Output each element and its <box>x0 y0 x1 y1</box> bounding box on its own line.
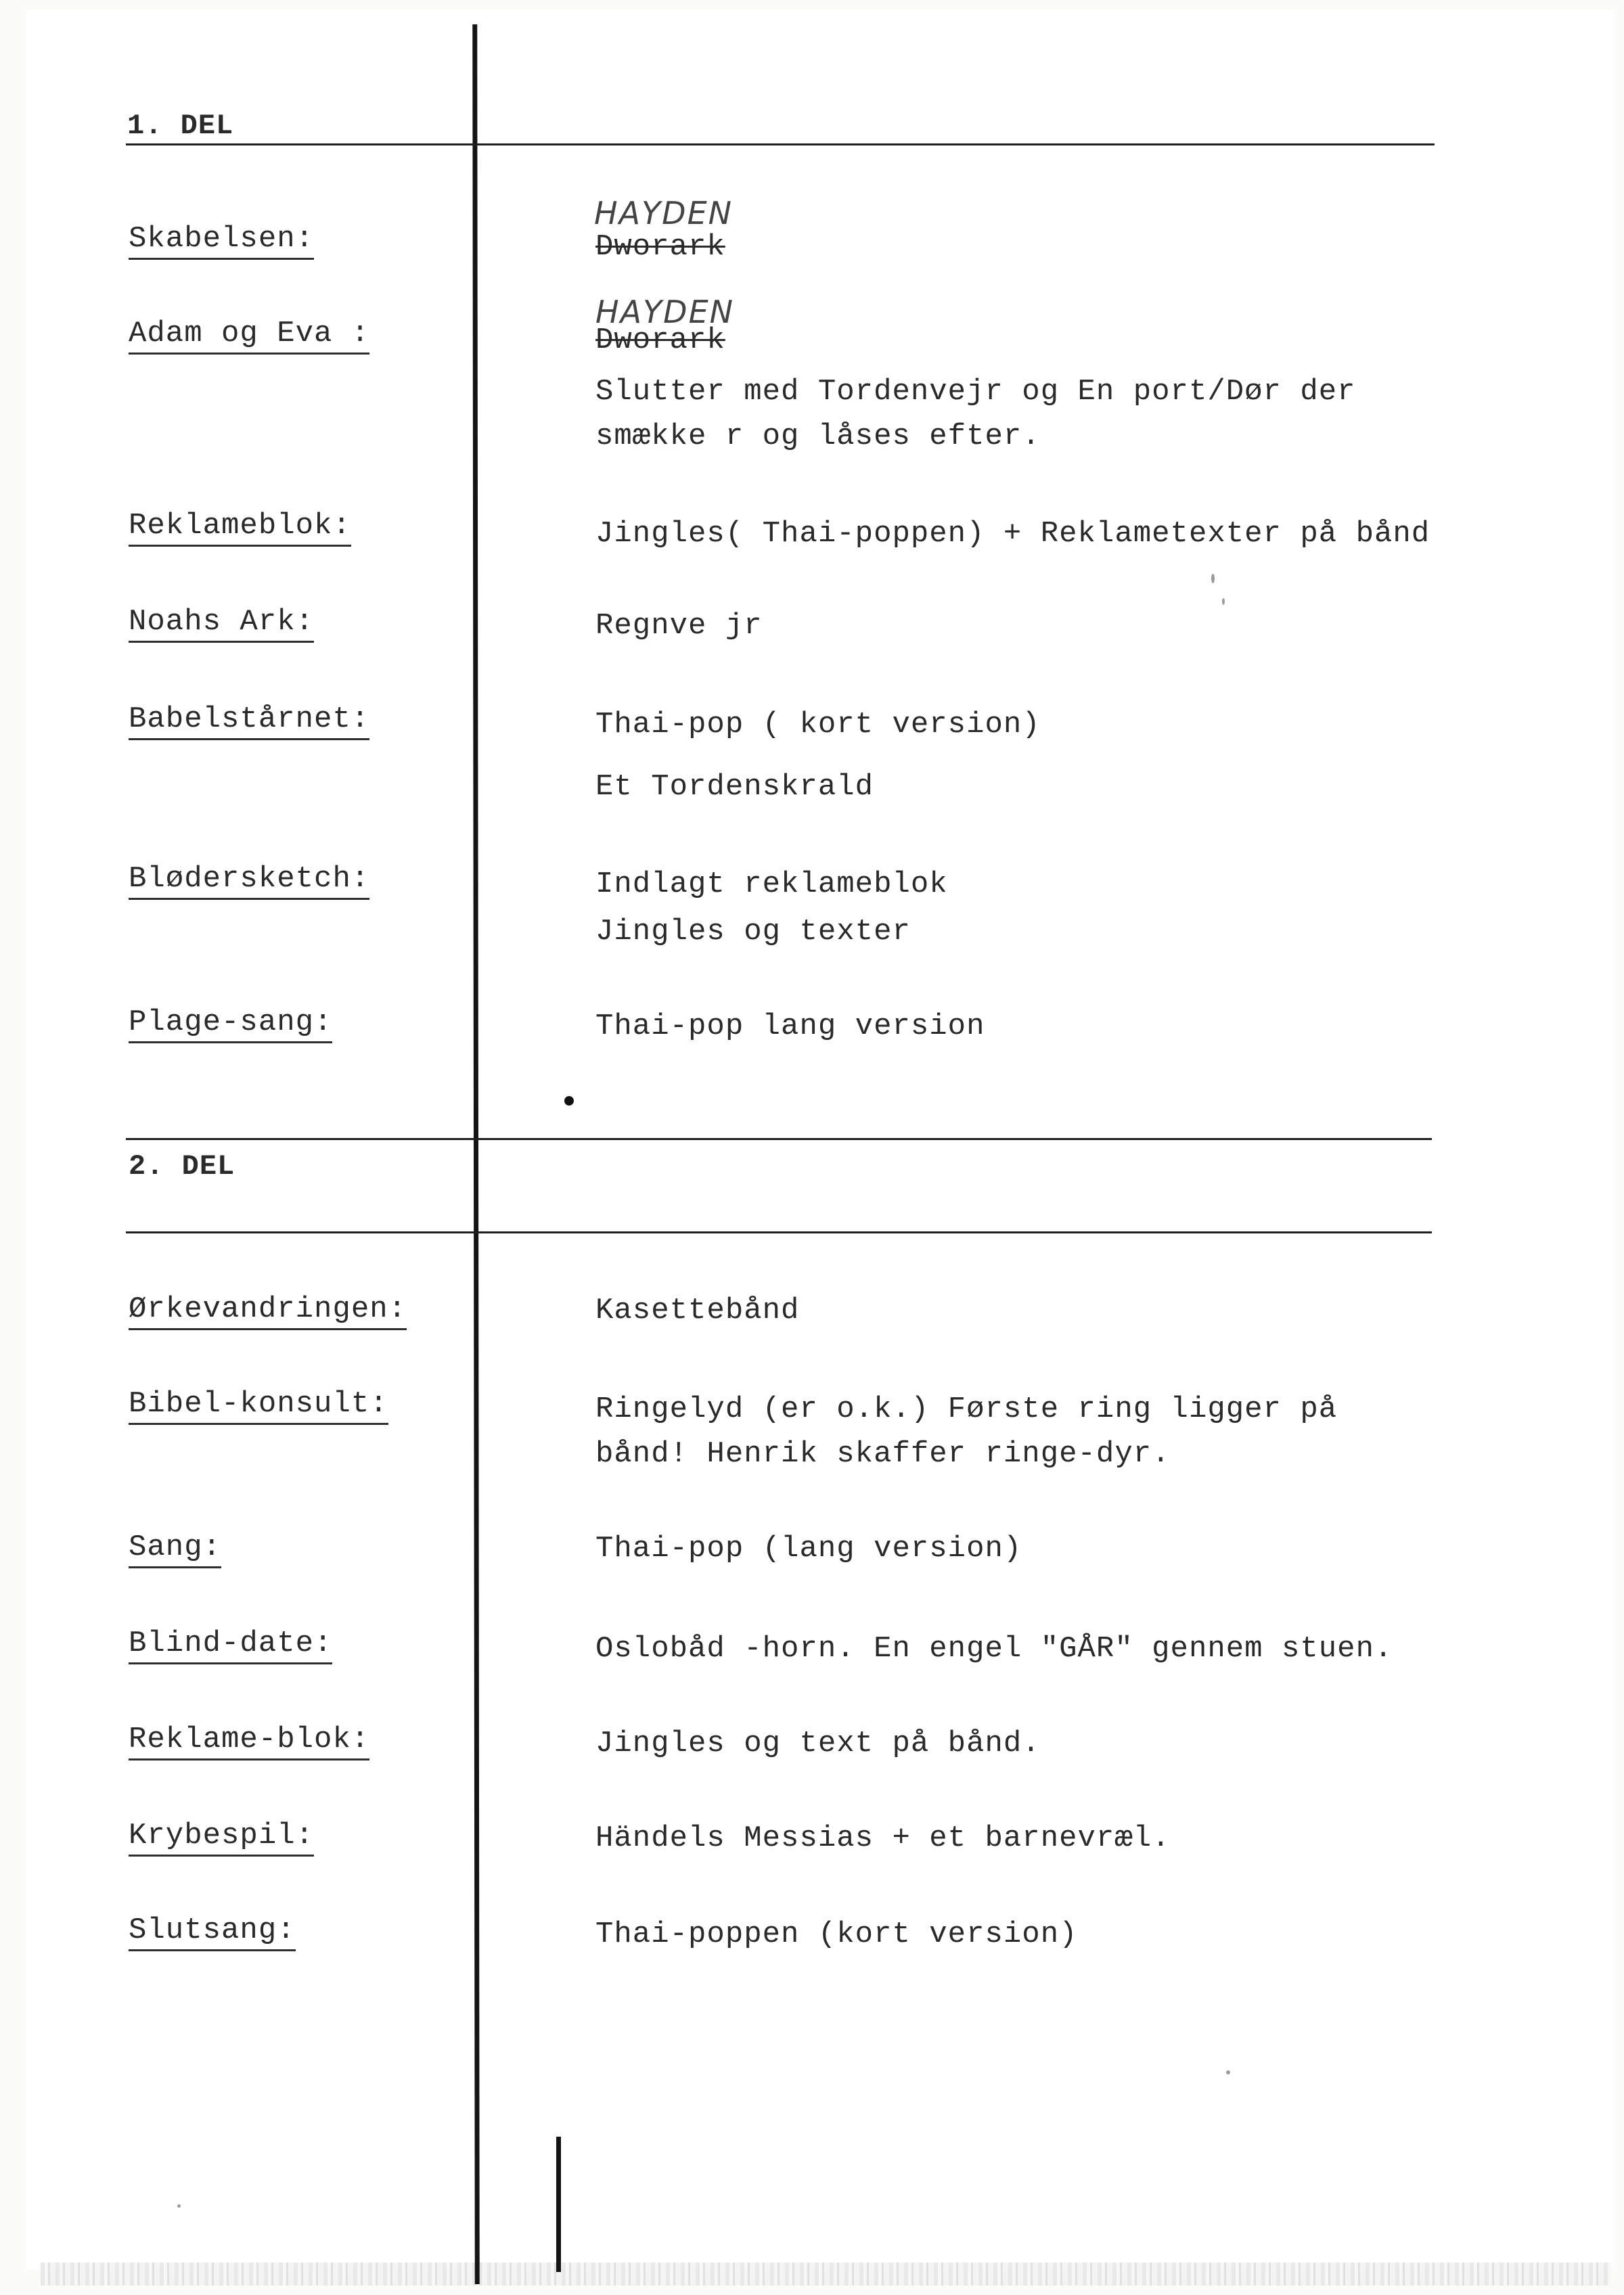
row-label-krybespil: Krybespil: <box>129 1819 314 1857</box>
row-value-babelstarnet: Thai-pop ( kort version) <box>595 708 1041 742</box>
row-label-orkevandringen: Ørkevandringen: <box>129 1292 407 1330</box>
row-value-reklame-blok: Jingles og text på bånd. <box>595 1727 1041 1760</box>
row-value-blodersketch: Indlagt reklameblok <box>595 867 948 901</box>
part1-bottom-rule <box>126 1138 1432 1140</box>
row-value-adam-og-eva: Slutter med Tordenvejr og En port/Dør der <box>595 375 1356 409</box>
row-label-slutsang: Slutsang: <box>129 1913 296 1951</box>
row-value-slutsang: Thai-poppen (kort version) <box>595 1917 1078 1951</box>
row-label-noahs-ark: Noahs Ark: <box>129 605 314 643</box>
row-value-bibel-konsult: Ringelyd (er o.k.) Første ring ligger på <box>595 1392 1338 1426</box>
row-value-blind-date: Oslobåd -horn. En engel "GÅR" gennem stuen. <box>595 1632 1393 1666</box>
row-value-reklameblok: Jingles( Thai-poppen) + Reklametexter på bånd <box>595 517 1430 551</box>
row-label-plage-sang: Plage-sang: <box>129 1005 332 1043</box>
handwritten-annotation: HAYDEN <box>595 294 735 330</box>
row-value-noahs-ark: Regnve jr <box>595 609 763 643</box>
handwritten-annotation: HAYDEN <box>594 195 734 231</box>
part2-top-rule <box>126 1231 1432 1233</box>
row-label-blind-date: Blind-date: <box>129 1627 332 1664</box>
row-value-adam-og-eva: Dworark <box>595 323 725 357</box>
row-label-reklame-blok: Reklame-blok: <box>129 1723 369 1760</box>
margin-mark <box>556 2137 561 2272</box>
row-label-skabelsen: Skabelsen: <box>129 222 314 260</box>
row-label-babelstarnet: Babelstårnet: <box>129 702 369 740</box>
scan-speck <box>1226 2070 1230 2074</box>
row-label-adam-og-eva: Adam og Eva : <box>129 317 369 355</box>
part1-heading: 1. DEL <box>127 110 234 142</box>
ink-dot <box>564 1096 574 1106</box>
row-value-blodersketch: Jingles og texter <box>595 915 911 949</box>
scan-speck <box>1222 598 1225 605</box>
row-value-plage-sang: Thai-pop lang version <box>595 1009 985 1043</box>
row-value-bibel-konsult: bånd! Henrik skaffer ringe-dyr. <box>595 1437 1171 1471</box>
row-label-bibel-konsult: Bibel-konsult: <box>129 1387 388 1425</box>
row-value-babelstarnet: Et Tordenskrald <box>595 770 874 804</box>
row-value-krybespil: Händels Messias + et barnevræl. <box>595 1821 1171 1855</box>
scan-speck <box>1211 574 1215 583</box>
row-value-orkevandringen: Kasettebånd <box>595 1294 800 1327</box>
scan-speck <box>177 2204 181 2208</box>
row-label-reklameblok: Reklameblok: <box>129 509 351 547</box>
row-label-blodersketch: Blødersketch: <box>129 862 369 900</box>
part2-heading: 2. DEL <box>129 1150 235 1183</box>
row-label-sang: Sang: <box>129 1530 221 1568</box>
row-value-skabelsen: Dworark <box>595 230 725 264</box>
row-value-adam-og-eva: smække r og låses efter. <box>595 419 1041 453</box>
scan-edge-strip <box>41 2263 1610 2286</box>
part1-top-rule <box>126 143 1435 145</box>
row-value-sang: Thai-pop (lang version) <box>595 1532 1022 1566</box>
